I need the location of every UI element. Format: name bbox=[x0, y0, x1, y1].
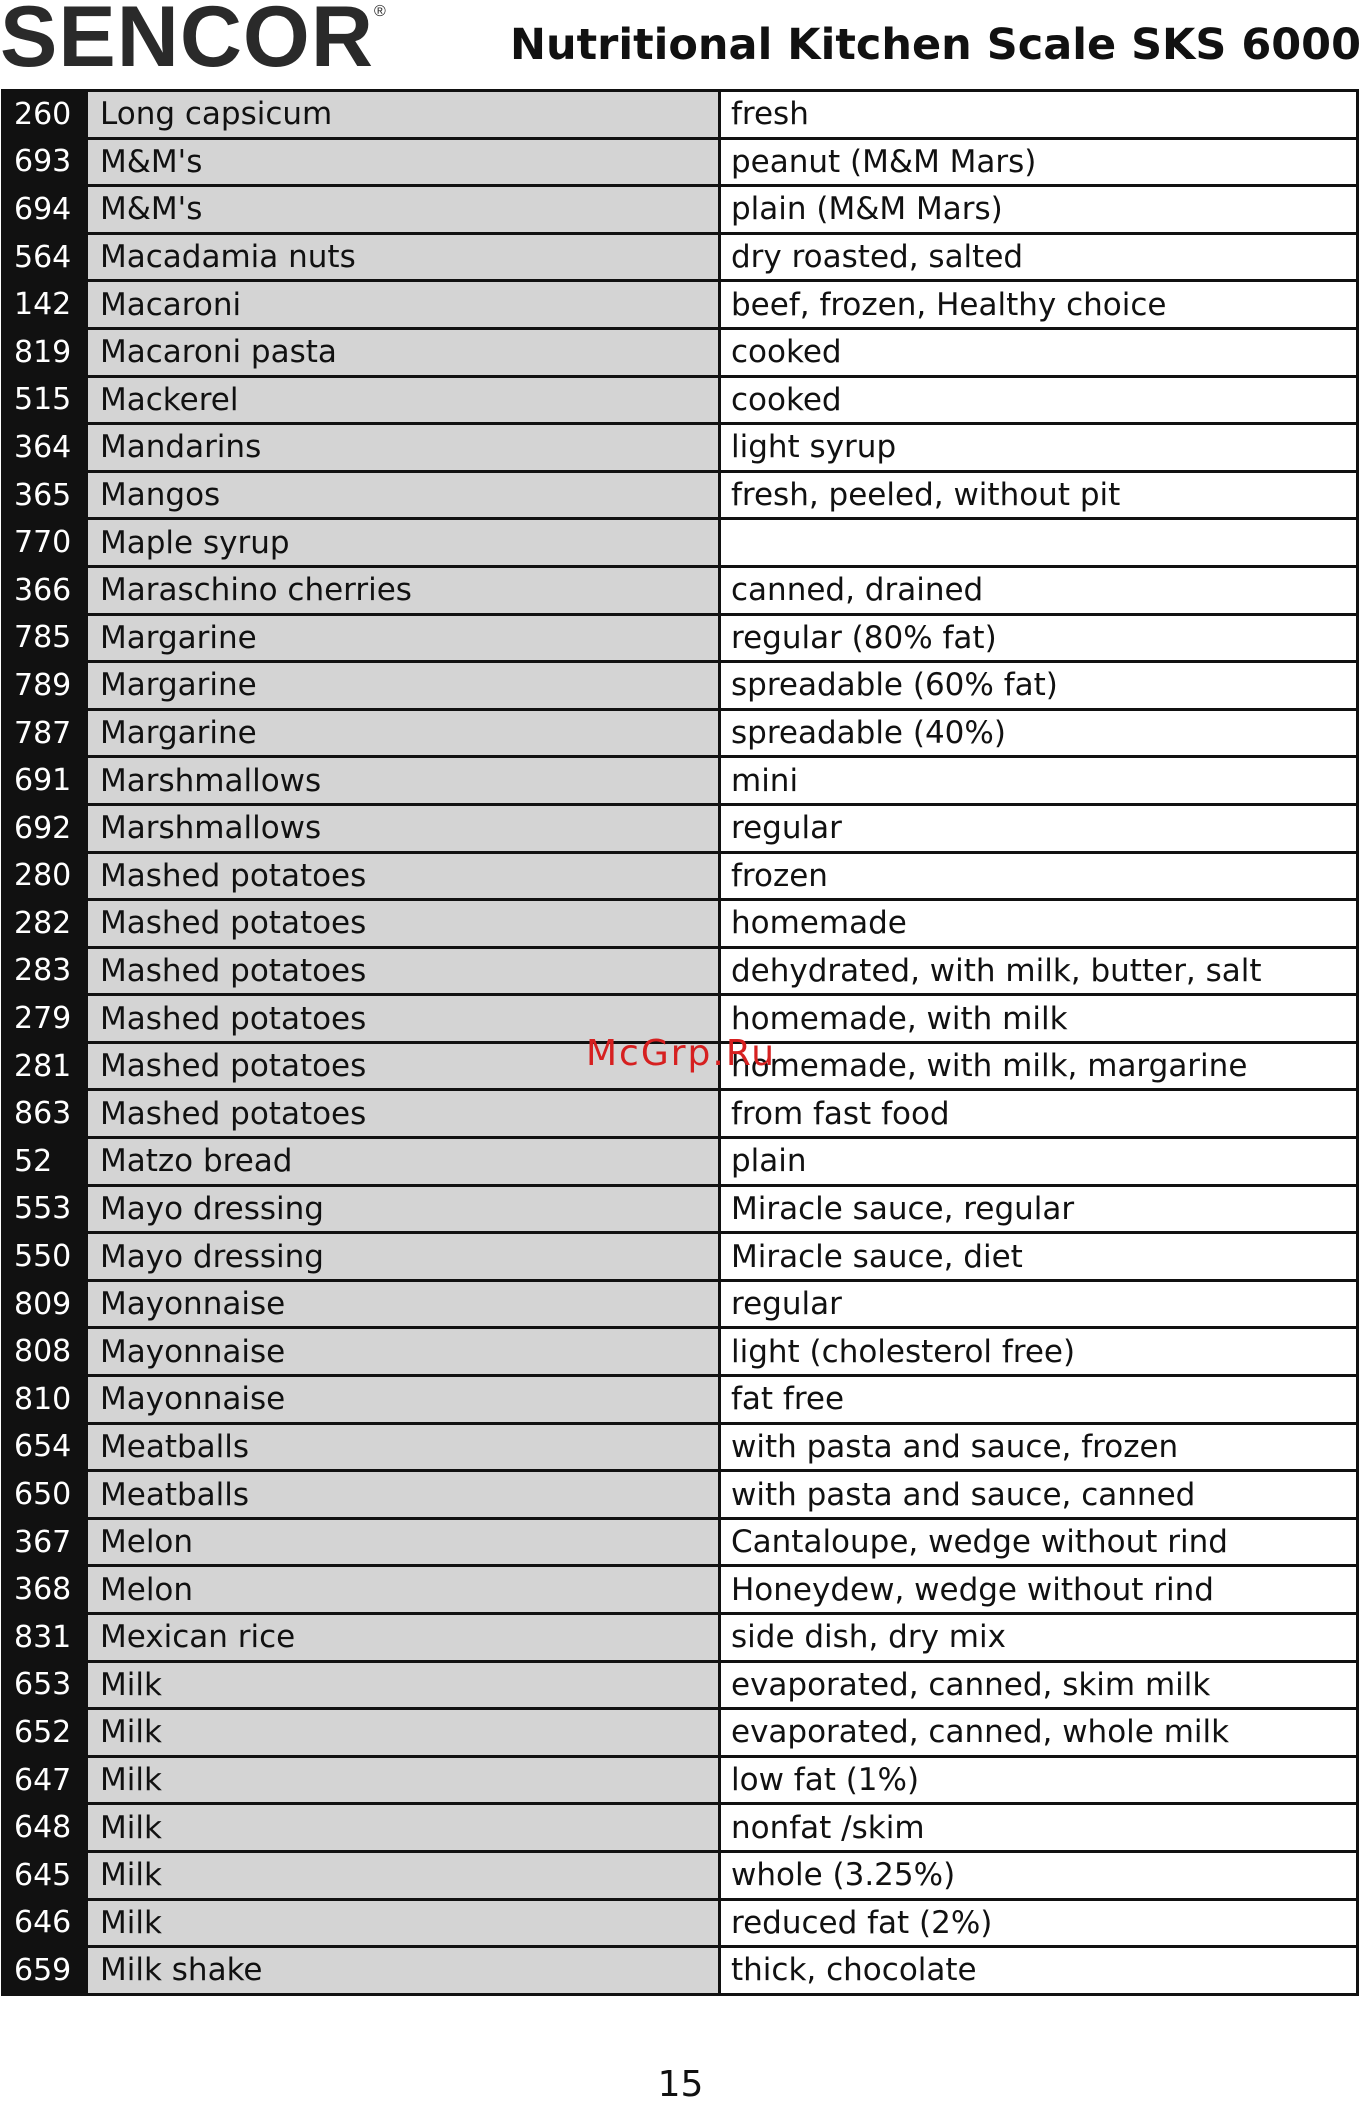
food-code-cell: 280 bbox=[4, 854, 85, 899]
food-name-cell: Milk bbox=[85, 1663, 721, 1708]
page-header bbox=[0, 0, 1361, 88]
food-name-cell: M&M's bbox=[85, 140, 721, 185]
food-code-cell: 645 bbox=[4, 1853, 85, 1898]
table-row bbox=[4, 1615, 1356, 1663]
table-row bbox=[4, 378, 1356, 426]
table-row bbox=[4, 1234, 1356, 1282]
table-row bbox=[4, 901, 1356, 949]
food-name-cell: Mackerel bbox=[85, 378, 721, 423]
table-row bbox=[4, 1091, 1356, 1139]
table-row bbox=[4, 568, 1356, 616]
table-row bbox=[4, 1425, 1356, 1473]
table-row bbox=[4, 1472, 1356, 1520]
food-code-cell: 366 bbox=[4, 568, 85, 613]
table-row bbox=[4, 425, 1356, 473]
table-row bbox=[4, 663, 1356, 711]
food-code-cell: 693 bbox=[4, 140, 85, 185]
food-description-cell: light syrup bbox=[721, 425, 1356, 470]
food-name-cell: Mashed potatoes bbox=[85, 854, 721, 899]
watermark: McGrp.Ru bbox=[586, 1033, 777, 1074]
food-description-cell: fat free bbox=[721, 1377, 1356, 1422]
food-name-cell: Mashed potatoes bbox=[85, 901, 721, 946]
food-description-cell: homemade, with milk bbox=[721, 996, 1356, 1041]
food-code-cell: 142 bbox=[4, 282, 85, 327]
table-row bbox=[4, 92, 1356, 140]
food-description-cell: plain bbox=[721, 1139, 1356, 1184]
food-name-cell: M&M's bbox=[85, 187, 721, 232]
food-name-cell: Macadamia nuts bbox=[85, 235, 721, 280]
food-name-cell: Milk shake bbox=[85, 1948, 721, 1993]
table-row bbox=[4, 806, 1356, 854]
brand-name: SENCOR bbox=[0, 0, 374, 85]
food-name-cell: Meatballs bbox=[85, 1425, 721, 1470]
food-code-cell: 283 bbox=[4, 949, 85, 994]
food-description-cell: regular (80% fat) bbox=[721, 616, 1356, 661]
food-code-cell: 691 bbox=[4, 758, 85, 803]
food-name-cell: Mayonnaise bbox=[85, 1377, 721, 1422]
table-row bbox=[4, 520, 1356, 568]
food-name-cell: Mayonnaise bbox=[85, 1329, 721, 1374]
food-name-cell: Matzo bread bbox=[85, 1139, 721, 1184]
food-name-cell: Mashed potatoes bbox=[85, 949, 721, 994]
food-code-cell: 650 bbox=[4, 1472, 85, 1517]
food-description-cell: Honeydew, wedge without rind bbox=[721, 1567, 1356, 1612]
table-row bbox=[4, 282, 1356, 330]
food-code-cell: 785 bbox=[4, 616, 85, 661]
food-description-cell: low fat (1%) bbox=[721, 1758, 1356, 1803]
food-description-cell: canned, drained bbox=[721, 568, 1356, 613]
food-code-cell: 367 bbox=[4, 1520, 85, 1565]
table-row bbox=[4, 1377, 1356, 1425]
food-name-cell: Mayo dressing bbox=[85, 1234, 721, 1279]
food-description-cell: fresh bbox=[721, 92, 1356, 137]
food-name-cell: Margarine bbox=[85, 616, 721, 661]
food-code-cell: 863 bbox=[4, 1091, 85, 1136]
food-description-cell: fresh, peeled, without pit bbox=[721, 473, 1356, 518]
food-code-cell: 770 bbox=[4, 520, 85, 565]
table-row bbox=[4, 1901, 1356, 1949]
table-row bbox=[4, 711, 1356, 759]
food-code-cell: 831 bbox=[4, 1615, 85, 1660]
table-row bbox=[4, 473, 1356, 521]
food-code-cell: 652 bbox=[4, 1710, 85, 1755]
table-row bbox=[4, 1853, 1356, 1901]
food-name-cell: Milk bbox=[85, 1710, 721, 1755]
page-number: 15 bbox=[657, 2064, 704, 2105]
food-name-cell: Mayonnaise bbox=[85, 1282, 721, 1327]
food-description-cell: with pasta and sauce, canned bbox=[721, 1472, 1356, 1517]
food-description-cell: homemade, with milk, margarine bbox=[721, 1044, 1356, 1089]
food-description-cell: side dish, dry mix bbox=[721, 1615, 1356, 1660]
table-row bbox=[4, 949, 1356, 997]
table-row bbox=[4, 1663, 1356, 1711]
food-description-cell: spreadable (40%) bbox=[721, 711, 1356, 756]
food-name-cell: Milk bbox=[85, 1901, 721, 1946]
food-description-cell: Miracle sauce, diet bbox=[721, 1234, 1356, 1279]
table-row bbox=[4, 1567, 1356, 1615]
food-code-cell: 659 bbox=[4, 1948, 85, 1993]
food-description-cell: evaporated, canned, skim milk bbox=[721, 1663, 1356, 1708]
table-row bbox=[4, 1948, 1356, 1996]
table-row bbox=[4, 140, 1356, 188]
food-code-cell: 787 bbox=[4, 711, 85, 756]
table-row bbox=[4, 758, 1356, 806]
food-code-cell: 550 bbox=[4, 1234, 85, 1279]
food-description-cell: Cantaloupe, wedge without rind bbox=[721, 1520, 1356, 1565]
food-name-cell: Mashed potatoes bbox=[85, 1091, 721, 1136]
food-name-cell: Macaroni pasta bbox=[85, 330, 721, 375]
food-code-cell: 364 bbox=[4, 425, 85, 470]
food-description-cell: plain (M&M Mars) bbox=[721, 187, 1356, 232]
food-description-cell: dehydrated, with milk, butter, salt bbox=[721, 949, 1356, 994]
food-code-cell: 564 bbox=[4, 235, 85, 280]
food-description-cell: cooked bbox=[721, 378, 1356, 423]
food-name-cell: Melon bbox=[85, 1567, 721, 1612]
food-name-cell: Mashed potatoes bbox=[85, 996, 721, 1041]
food-name-cell: Mayo dressing bbox=[85, 1187, 721, 1232]
food-description-cell: frozen bbox=[721, 854, 1356, 899]
food-description-cell: regular bbox=[721, 806, 1356, 851]
food-description-cell: regular bbox=[721, 1282, 1356, 1327]
food-description-cell: thick, chocolate bbox=[721, 1948, 1356, 1993]
food-name-cell: Macaroni bbox=[85, 282, 721, 327]
food-code-cell: 279 bbox=[4, 996, 85, 1041]
food-description-cell: with pasta and sauce, frozen bbox=[721, 1425, 1356, 1470]
food-name-cell: Meatballs bbox=[85, 1472, 721, 1517]
table-row bbox=[4, 1139, 1356, 1187]
food-name-cell: Mashed potatoes bbox=[85, 1044, 721, 1089]
food-name-cell: Long capsicum bbox=[85, 92, 721, 137]
food-description-cell: cooked bbox=[721, 330, 1356, 375]
food-code-cell: 819 bbox=[4, 330, 85, 375]
food-description-cell: nonfat /skim bbox=[721, 1805, 1356, 1850]
food-code-cell: 52 bbox=[4, 1139, 85, 1184]
food-code-cell: 654 bbox=[4, 1425, 85, 1470]
food-code-cell: 368 bbox=[4, 1567, 85, 1612]
food-name-cell: Marshmallows bbox=[85, 758, 721, 803]
food-code-cell: 282 bbox=[4, 901, 85, 946]
food-name-cell: Milk bbox=[85, 1853, 721, 1898]
food-description-cell: spreadable (60% fat) bbox=[721, 663, 1356, 708]
table-row bbox=[4, 330, 1356, 378]
table-row bbox=[4, 616, 1356, 664]
food-code-cell: 789 bbox=[4, 663, 85, 708]
table-row bbox=[4, 1282, 1356, 1330]
brand-logo bbox=[0, 0, 387, 85]
food-description-cell: whole (3.25%) bbox=[721, 1853, 1356, 1898]
food-description-cell bbox=[721, 520, 1356, 565]
food-name-cell: Mexican rice bbox=[85, 1615, 721, 1660]
table-row bbox=[4, 187, 1356, 235]
food-code-cell: 647 bbox=[4, 1758, 85, 1803]
food-description-cell: homemade bbox=[721, 901, 1356, 946]
food-description-cell: Miracle sauce, regular bbox=[721, 1187, 1356, 1232]
food-description-cell: dry roasted, salted bbox=[721, 235, 1356, 280]
document-title: Nutritional Kitchen Scale SKS 6000 bbox=[510, 20, 1361, 70]
table-row bbox=[4, 1187, 1356, 1235]
food-code-cell: 365 bbox=[4, 473, 85, 518]
table-row bbox=[4, 1805, 1356, 1853]
table-row bbox=[4, 1329, 1356, 1377]
food-name-cell: Milk bbox=[85, 1758, 721, 1803]
food-code-cell: 653 bbox=[4, 1663, 85, 1708]
food-name-cell: Marshmallows bbox=[85, 806, 721, 851]
food-name-cell: Mandarins bbox=[85, 425, 721, 470]
food-name-cell: Maple syrup bbox=[85, 520, 721, 565]
table-row bbox=[4, 235, 1356, 283]
food-name-cell: Melon bbox=[85, 1520, 721, 1565]
food-description-cell: mini bbox=[721, 758, 1356, 803]
food-code-cell: 692 bbox=[4, 806, 85, 851]
food-name-cell: Margarine bbox=[85, 663, 721, 708]
food-description-cell: light (cholesterol free) bbox=[721, 1329, 1356, 1374]
food-name-cell: Milk bbox=[85, 1805, 721, 1850]
food-code-cell: 553 bbox=[4, 1187, 85, 1232]
food-code-cell: 646 bbox=[4, 1901, 85, 1946]
food-code-cell: 809 bbox=[4, 1282, 85, 1327]
food-code-cell: 810 bbox=[4, 1377, 85, 1422]
food-description-cell: evaporated, canned, whole milk bbox=[721, 1710, 1356, 1755]
food-description-cell: beef, frozen, Healthy choice bbox=[721, 282, 1356, 327]
food-code-cell: 515 bbox=[4, 378, 85, 423]
food-code-cell: 694 bbox=[4, 187, 85, 232]
table-row bbox=[4, 854, 1356, 902]
food-name-cell: Mangos bbox=[85, 473, 721, 518]
food-name-cell: Maraschino cherries bbox=[85, 568, 721, 613]
food-code-cell: 648 bbox=[4, 1805, 85, 1850]
food-code-cell: 808 bbox=[4, 1329, 85, 1374]
food-description-cell: reduced fat (2%) bbox=[721, 1901, 1356, 1946]
registered-mark: ® bbox=[373, 3, 387, 20]
food-description-cell: peanut (M&M Mars) bbox=[721, 140, 1356, 185]
table-row bbox=[4, 1520, 1356, 1568]
table-row bbox=[4, 1710, 1356, 1758]
food-code-cell: 260 bbox=[4, 92, 85, 137]
food-description-cell: from fast food bbox=[721, 1091, 1356, 1136]
food-code-cell: 281 bbox=[4, 1044, 85, 1089]
table-row bbox=[4, 1758, 1356, 1806]
food-name-cell: Margarine bbox=[85, 711, 721, 756]
